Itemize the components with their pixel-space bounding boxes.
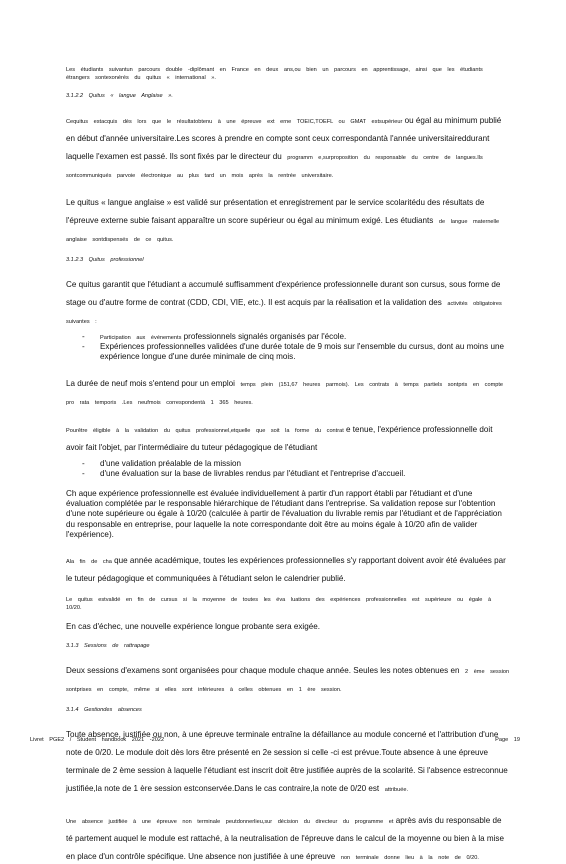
text-run: professionnels signalés organisés par l'école. (181, 332, 347, 341)
text-run: Toute absence, justifiée ou non, à une épreuve terminale entraîne la défaillance au module concerné et l'attribution d'une note de 0/20. Le module doit dès lors être présenté en 2e session si celle -ci est prévue.Toute absence à une épreuve terminale de 2 ème session à laquelle l'étudiant est inscrit doit être justifiée auprès de la scolarité. Si l'absence estreconnue justifiée,la note de 1 ère session estconservée.Dans le cas contraire,la note de 0/20 est (66, 730, 508, 794)
paragraph-eligibilite (66, 419, 510, 455)
text-run: Participation aux événements (100, 335, 182, 341)
text-run: que année académique, toutes les expériences professionnelles s'y rapportant doivent avoir été évaluées par le tuteur pédagogique et communiquées à l'étudiant selon le calendrier publié. (66, 556, 506, 584)
text-run: La durée de neuf mois s'entend pour un emploi (66, 378, 235, 388)
page-footer (30, 736, 520, 744)
paragraph-cas-echec: En cas d'échec, une nouvelle expérience longue probante sera exigée. (66, 622, 320, 632)
text-run: activités obligatoires suivantes : (66, 301, 502, 325)
list-item: - d'une validation préalable de la mission (66, 459, 510, 469)
text-run: Une absence justifiée à une épreuve non terminale peutdonnerlieu,sur décision du directeur du programme et (66, 819, 394, 826)
footer-handbook-label: Livret PGE2 / Student handbook 2021 -2022 (30, 737, 165, 743)
text-run: non terminale donne lieu à la note de 0/20. (335, 855, 479, 862)
paragraph-quitus-valide: Le quitus estvalidé en fin de cursus si la moyenne de toutes les éva luations des expériences professionnelles est supérieure ou égale à 10/20. (66, 597, 492, 612)
paragraph-sessions (66, 660, 510, 696)
footer-page-number: Page 19 (495, 737, 520, 743)
paragraph-quitus-professionnel (66, 274, 510, 328)
text-run: Deux sessions d'examens sont organisées pour chaque module chaque année. Seules les notes obtenues en (66, 666, 460, 676)
page-content (66, 66, 510, 864)
paragraph-absence-non-terminale (66, 810, 510, 864)
text-run: 2 ème session sontprises en compte, même si elles sont inférieures à celles obtenues en 1 ère session. (66, 669, 510, 694)
text-run: Cequitus estacquis dès lors que le résultatobtenu à une épreuve ext erne TOEIC,TOEFL ou GMAT estsupérieur (66, 119, 403, 125)
text-run: moins une expérience longue d'une durée minimale de cinq mois. (100, 342, 504, 362)
text-run: après avis du responsable de té partement auquel le module est rattaché, à la neutralisation de l'épreuve dans le calcul de la moyenne ou bien à la mise en place d'un contrôle spécifique. Une absence non justifiée à une épreuve (66, 816, 504, 862)
heading-3-1-3: 3.1.3 Sessions de rattrapage (66, 643, 150, 650)
text-run: ou égal au minimum publié en début d'année universitaire.Les scores à prendre en compte sont ceux correspondantà l'année universitaireddurant laquelle l'examen est passé. Ils sont fixés par le directeur du (66, 116, 502, 161)
paragraph-duree-neuf-mois (66, 373, 510, 409)
heading-3-1-4: 3.1.4 Gestiondes absences (66, 707, 142, 714)
list-item (66, 332, 510, 342)
text-run: Ce quitus garantit que l'étudiant a accumulé suffisamment d'expérience professionnelle durant son cursus, sous forme de stage ou d'autre forme de contrat (CDD, CDI, VIE, etc.). Il est acquis par la réalisation et la validation des (66, 280, 501, 307)
text-run: Pourêtre éligible à la validation du quitus professionnel,etquelle que soit la forme du contrat (66, 427, 344, 434)
paragraph-quitus-langue-scores (66, 110, 510, 182)
heading-3-1-2-3: 3.1.2.3 Quitus professionnel (66, 257, 144, 263)
list-item (66, 342, 510, 362)
text-run: attribuée. (379, 787, 409, 794)
paragraph-quitus-langue-validation (66, 192, 510, 246)
text-run: de langue maternelle anglaise sontdispensés de ce quitus. (66, 219, 500, 243)
text-run: Ala fin de cha (66, 559, 112, 566)
paragraph-fin-annee (66, 550, 510, 586)
paragraph-evaluation-experience: Ch aque expérience professionnelle est évaluée individuellement à partir d'un rapport établi par l'étudiant et d'une évaluation complétée par le responsable hiérarchique de l'étudiant dans l'entreprise. Sa validation repose sur l'obtention d'une note supérieure ou égale à 10/20 (calculée à partir de l'évaluation du livrable remis par l'étudiant et de l'appréciation du responsable en entreprise, pour laquelle la note correspondante doit être au moins égale à 10/20 afin de valider l'expérience). (66, 489, 502, 539)
heading-3-1-2-2: 3.1.2.2 Quitus « langue Anglaise ». (66, 93, 173, 99)
list-item: - d'une évaluation sur la base de livrables rendus par l'étudiant et l'entreprise d'accueil. (66, 469, 510, 479)
list-activites-obligatoires (66, 332, 510, 363)
text-run: Expériences professionnelles validées d'une durée totale de 9 mois sur l'ensemble du cursus, dont au (100, 342, 465, 352)
text-run: e tenue, l'expérience professionnelle doit avoir fait l'objet, par l'intermédiaire du tuteur pédagogique de l'étudiant (66, 424, 493, 452)
text-run: programm e,surproposition du responsable du centre de langues.Ils sontcommuniqués parvoie électronique au plus tard un mois après la rentrée universitaire. (66, 155, 483, 179)
list-validation-criteres (66, 459, 510, 479)
paragraph-exonerations: Les étudiants suivantun parcours double -diplômant en France en deux ans,ou bien un parcours en apprentissage, ainsi que les étudiants étrangers sontexonérés du quitus « international ». (66, 67, 483, 81)
text-run: temps plein (151,67 heures parmois). Les contrats à temps partiels sontpris en compte pro rata temporis .Les neufmois correspondentà 1 365 heures. (66, 381, 504, 406)
text-run: Le quitus « langue anglaise » est validé sur présentation et enregistrement par le service scolaritédu des résultats de l'épreuve externe subie faisant apparaître un score supérieur ou égal au minimum exigé. Les étudiants (66, 198, 485, 225)
